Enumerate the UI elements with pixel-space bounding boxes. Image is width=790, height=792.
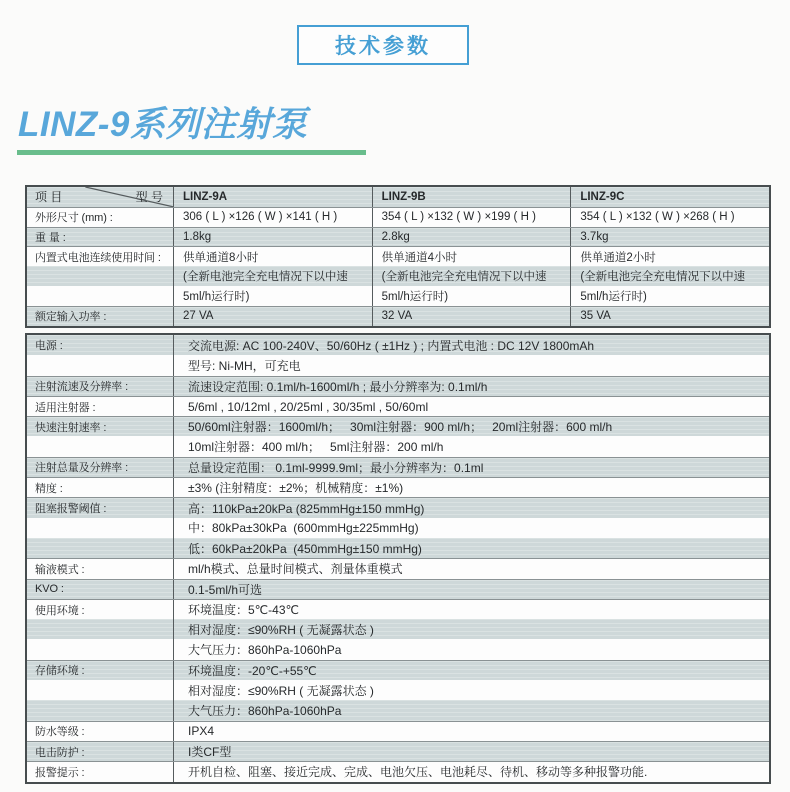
spec-value: 10ml注射器：400 ml/h； 5ml注射器：200 ml/h (173, 436, 769, 456)
spec-value: (全新电池完全充电情况下以中速 (173, 266, 372, 286)
spec-value: I类CF型 (173, 742, 769, 761)
table-row (27, 558, 769, 578)
table-row (27, 518, 769, 538)
column-header-model: LINZ-9B (372, 187, 571, 207)
table-row (27, 761, 769, 781)
spec-label: 重 量 : (35, 231, 66, 244)
tech-params-header-box (297, 25, 469, 65)
table-row (27, 639, 769, 659)
spec-value: 354 ( L ) ×132 ( W ) ×268 ( H ) (570, 208, 769, 227)
spec-value: 供单通道2小时 (570, 247, 769, 266)
table-row (27, 416, 769, 436)
spec-label (27, 680, 173, 700)
spec-value: 354 ( L ) ×132 ( W ) ×199 ( H ) (372, 208, 571, 227)
spec-value: 1.8kg (173, 228, 372, 247)
column-header-model: LINZ-9C (570, 187, 769, 207)
spec-label (27, 436, 173, 456)
table-header-row (27, 187, 769, 207)
table-row (27, 477, 769, 497)
table-row (27, 355, 769, 375)
table-row (27, 207, 769, 227)
spec-label: 输液模式 : (35, 563, 85, 576)
spec-label: 报警提示 : (35, 766, 85, 779)
spec-value: ±3% (注射精度：±2%；机械精度：±1%) (173, 478, 769, 497)
table-row (27, 396, 769, 416)
table-row (27, 700, 769, 720)
spec-value: 2.8kg (372, 228, 571, 247)
table-row (27, 599, 769, 619)
tech-params-label: 技术参数 (335, 35, 431, 58)
table-row (27, 376, 769, 396)
spec-value: 大气压力：860hPa-1060hPa (173, 700, 769, 720)
spec-value: 32 VA (372, 307, 571, 326)
table-row (27, 436, 769, 456)
corner-cell (27, 187, 173, 207)
spec-value: 大气压力：860hPa-1060hPa (173, 639, 769, 659)
table-row (27, 335, 769, 355)
spec-value: 交流电源: AC 100-240V、50/60Hz ( ±1Hz ) ; 内置式电池 : DC 12V 1800mAh (173, 335, 769, 355)
table-row (27, 579, 769, 599)
spec-value: 27 VA (173, 307, 372, 326)
spec-value: 高：110kPa±20kPa (825mmHg±150 mmHg) (173, 498, 769, 517)
table-row (27, 457, 769, 477)
spec-label: 电源 : (35, 340, 63, 353)
spec-value: 5ml/h运行时) (372, 286, 571, 306)
spec-label: 额定输入功率 : (35, 311, 107, 324)
table-row (27, 246, 769, 266)
spec-value: 型号: Ni-MH，可充电 (173, 355, 769, 375)
spec-label: 防水等级 : (35, 726, 85, 739)
spec-value: 5/6ml , 10/12ml , 20/25ml , 30/35ml , 50/60ml (173, 397, 769, 416)
spec-value: 35 VA (570, 307, 769, 326)
spec-value: 低：60kPa±20kPa (450mmHg±150 mmHg) (173, 538, 769, 558)
spec-label (27, 538, 173, 558)
spec-label: 外形尺寸 (mm) : (35, 212, 113, 225)
spec-label: KVO : (35, 583, 64, 596)
spec-label (27, 266, 173, 286)
spec-value: 相对湿度：≤90%RH ( 无凝露状态 ) (173, 619, 769, 639)
spec-value: 相对湿度：≤90%RH ( 无凝露状态 ) (173, 680, 769, 700)
shared-specs-table (25, 333, 771, 784)
spec-label: 注射总量及分辨率 : (35, 462, 129, 475)
spec-label: 注射流速及分辨率 : (35, 381, 129, 394)
spec-label: 电击防护 : (35, 746, 85, 759)
column-header-model: LINZ-9A (173, 187, 372, 207)
spec-value: 306 ( L ) ×126 ( W ) ×141 ( H ) (173, 208, 372, 227)
spec-label: 快速注射速率 : (35, 421, 107, 434)
table-row (27, 721, 769, 741)
model-comparison-table (25, 185, 771, 328)
spec-label: 存储环境 : (35, 665, 85, 678)
table-row (27, 538, 769, 558)
table-row (27, 306, 769, 326)
spec-value: IPX4 (173, 722, 769, 741)
table-row (27, 497, 769, 517)
table-row (27, 286, 769, 306)
spec-label: 使用环境 : (35, 604, 85, 617)
spec-label: 阻塞报警阈值 : (35, 503, 107, 516)
spec-value: 供单通道4小时 (372, 247, 571, 266)
corner-item-label: 项 目 (35, 189, 63, 204)
spec-value: 供单通道8小时 (173, 247, 372, 266)
spec-value: 3.7kg (570, 228, 769, 247)
spec-value: 流速设定范围: 0.1ml/h-1600ml/h ; 最小分辨率为: 0.1ml/h (173, 377, 769, 396)
spec-label (27, 518, 173, 538)
spec-label (27, 619, 173, 639)
spec-label: 内置式电池连续使用时间 : (35, 251, 161, 264)
spec-value: 5ml/h运行时) (173, 286, 372, 306)
table-row (27, 227, 769, 247)
spec-label (27, 355, 173, 375)
table-row (27, 660, 769, 680)
spec-value: 环境温度：-20℃-+55℃ (173, 661, 769, 680)
spec-label: 精度 : (35, 482, 63, 495)
page-title: LINZ-9系列注射泵 (18, 105, 308, 144)
table-row (27, 266, 769, 286)
spec-value: 中：80kPa±30kPa (600mmHg±225mmHg) (173, 518, 769, 538)
corner-model-label: 型 号 (135, 190, 163, 204)
spec-value: ml/h模式、总量时间模式、剂量体重模式 (173, 559, 769, 578)
spec-value: 0.1-5ml/h可选 (173, 580, 769, 599)
spec-value: 总量设定范围： 0.1ml-9999.9ml；最小分辨率为：0.1ml (173, 458, 769, 477)
table-row (27, 680, 769, 700)
title-underline (17, 150, 366, 155)
spec-value: 50/60ml注射器：1600ml/h； 30ml注射器：900 ml/h； 20ml注射器：600 ml/h (173, 417, 769, 436)
spec-value: 5ml/h运行时) (570, 286, 769, 306)
spec-value: 环境温度：5℃-43℃ (173, 600, 769, 619)
spec-label (27, 639, 173, 659)
spec-label (27, 286, 173, 306)
table-row (27, 619, 769, 639)
spec-label: 适用注射器 : (35, 401, 96, 414)
spec-label (27, 700, 173, 720)
spec-value: 开机自检、阻塞、接近完成、完成、电池欠压、电池耗尽、待机、移动等多种报警功能. (173, 762, 769, 781)
table-row (27, 741, 769, 761)
spec-value: (全新电池完全充电情况下以中速 (570, 266, 769, 286)
spec-value: (全新电池完全充电情况下以中速 (372, 266, 571, 286)
